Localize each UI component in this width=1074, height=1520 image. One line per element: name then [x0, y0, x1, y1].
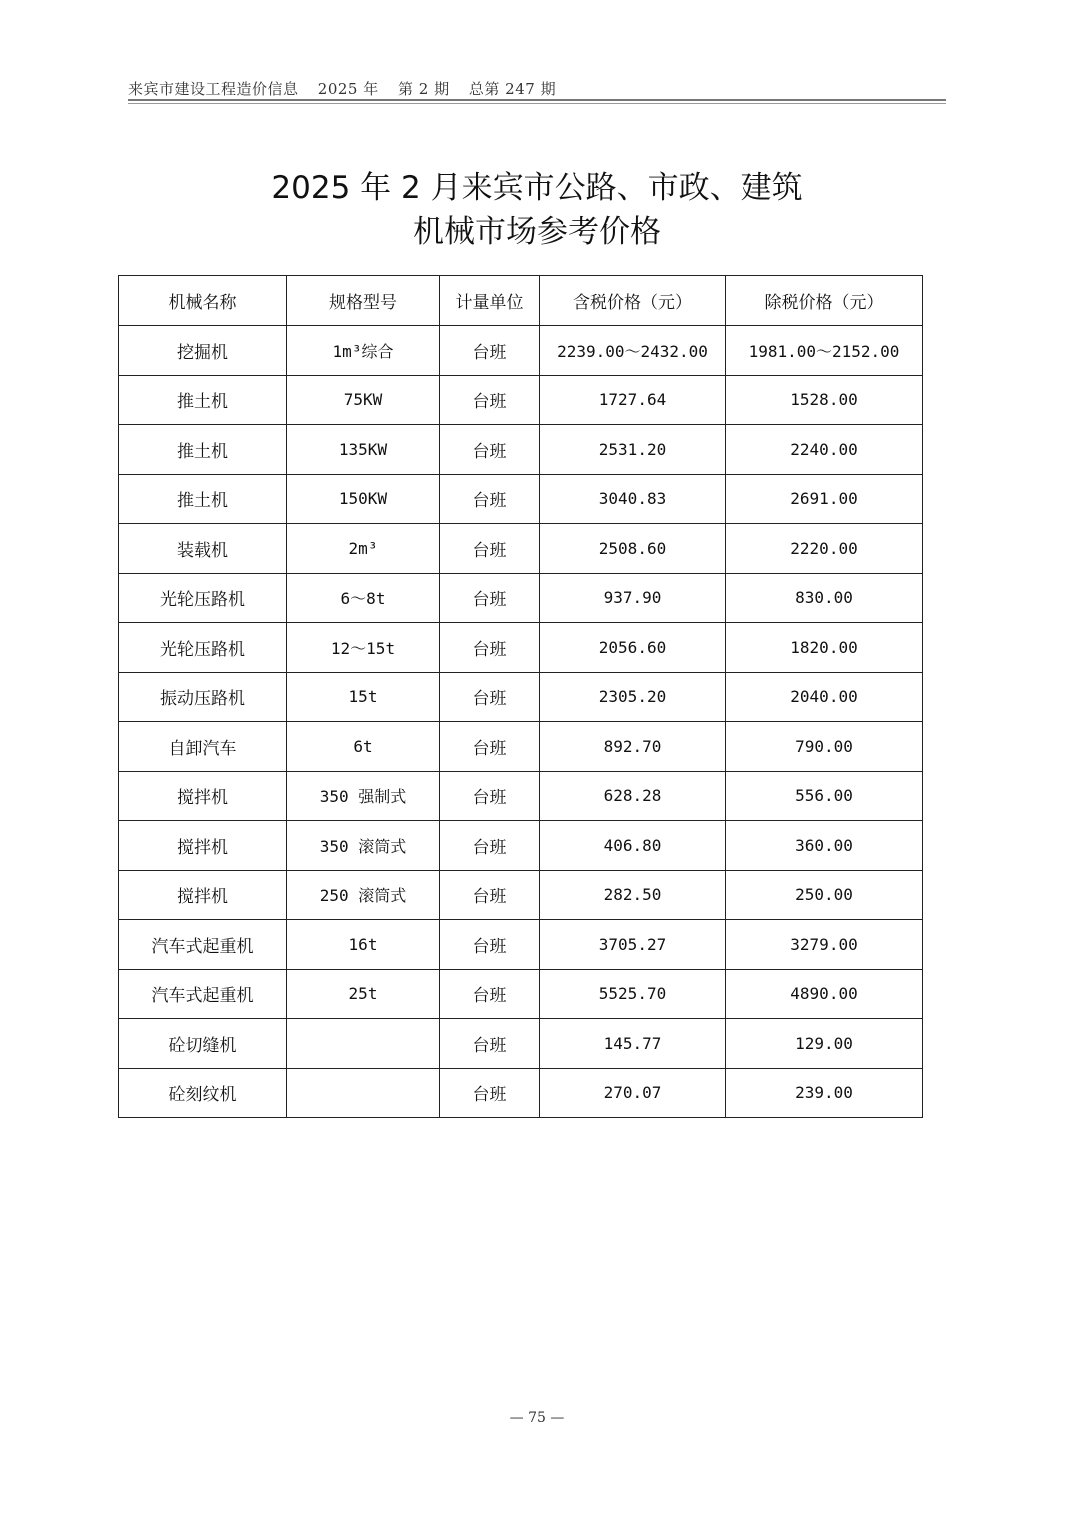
- column-header-spec: 规格型号: [287, 276, 440, 326]
- page-number: — 75 —: [509, 1410, 565, 1426]
- table-row: [119, 524, 923, 574]
- machine-name-cell: 振动压路机: [119, 672, 287, 722]
- unit-cell: 台班: [440, 870, 540, 920]
- unit-cell: 台班: [440, 771, 540, 821]
- price-with-tax-cell: 2305.20: [540, 672, 726, 722]
- machine-name-cell: 推土机: [119, 425, 287, 475]
- price-with-tax-cell: 1727.64: [540, 375, 726, 425]
- price-without-tax-cell: 360.00: [726, 821, 923, 871]
- unit-cell: 台班: [440, 425, 540, 475]
- machine-name-cell: 推土机: [119, 375, 287, 425]
- spec-cell: [287, 1019, 440, 1069]
- spec-cell: 135KW: [287, 425, 440, 475]
- unit-cell: 台班: [440, 524, 540, 574]
- unit-cell: 台班: [440, 573, 540, 623]
- table-row: [119, 969, 923, 1019]
- price-with-tax-cell: 937.90: [540, 573, 726, 623]
- table-row: [119, 375, 923, 425]
- table-row: [119, 326, 923, 376]
- price-with-tax-cell: 2239.00～2432.00: [540, 326, 726, 376]
- price-without-tax-cell: 1981.00～2152.00: [726, 326, 923, 376]
- price-with-tax-cell: 3040.83: [540, 474, 726, 524]
- machine-name-cell: 推土机: [119, 474, 287, 524]
- price-with-tax-cell: 3705.27: [540, 920, 726, 970]
- price-without-tax-cell: 2220.00: [726, 524, 923, 574]
- header-divider-thin: [128, 103, 946, 104]
- unit-cell: 台班: [440, 326, 540, 376]
- unit-cell: 台班: [440, 375, 540, 425]
- price-without-tax-cell: 830.00: [726, 573, 923, 623]
- page-title: [0, 166, 1074, 254]
- price-with-tax-cell: 282.50: [540, 870, 726, 920]
- column-header-price-with-tax: 含税价格（元）: [540, 276, 726, 326]
- table-row: [119, 1019, 923, 1069]
- table-row: [119, 623, 923, 673]
- price-without-tax-cell: 239.00: [726, 1068, 923, 1118]
- price-with-tax-cell: 270.07: [540, 1068, 726, 1118]
- machine-name-cell: 搅拌机: [119, 870, 287, 920]
- title-line-1: 2025 年 2 月来宾市公路、市政、建筑: [271, 170, 803, 206]
- unit-cell: 台班: [440, 821, 540, 871]
- header-divider: [128, 99, 946, 101]
- unit-cell: 台班: [440, 672, 540, 722]
- price-without-tax-cell: 3279.00: [726, 920, 923, 970]
- unit-cell: 台班: [440, 1019, 540, 1069]
- spec-cell: 25t: [287, 969, 440, 1019]
- price-without-tax-cell: 4890.00: [726, 969, 923, 1019]
- table-row: [119, 821, 923, 871]
- machine-name-cell: 砼刻纹机: [119, 1068, 287, 1118]
- price-without-tax-cell: 2691.00: [726, 474, 923, 524]
- spec-cell: 2m³: [287, 524, 440, 574]
- price-with-tax-cell: 2056.60: [540, 623, 726, 673]
- machine-name-cell: 挖掘机: [119, 326, 287, 376]
- column-header-unit: 计量单位: [440, 276, 540, 326]
- price-without-tax-cell: 790.00: [726, 722, 923, 772]
- column-header-price-without-tax: 除税价格（元）: [726, 276, 923, 326]
- table-row: [119, 573, 923, 623]
- price-with-tax-cell: 628.28: [540, 771, 726, 821]
- table-row: [119, 771, 923, 821]
- machine-name-cell: 光轮压路机: [119, 623, 287, 673]
- unit-cell: 台班: [440, 474, 540, 524]
- price-with-tax-cell: 5525.70: [540, 969, 726, 1019]
- unit-cell: 台班: [440, 969, 540, 1019]
- spec-cell: 6～8t: [287, 573, 440, 623]
- issue-number: 第 2 期: [398, 80, 450, 98]
- spec-cell: 1m³综合: [287, 326, 440, 376]
- spec-cell: 250 滚筒式: [287, 870, 440, 920]
- publication-year: 2025 年: [317, 80, 379, 98]
- price-without-tax-cell: 2040.00: [726, 672, 923, 722]
- price-without-tax-cell: 129.00: [726, 1019, 923, 1069]
- table-row: [119, 1068, 923, 1118]
- machine-name-cell: 装载机: [119, 524, 287, 574]
- price-with-tax-cell: 2531.20: [540, 425, 726, 475]
- machine-name-cell: 自卸汽车: [119, 722, 287, 772]
- spec-cell: 15t: [287, 672, 440, 722]
- spec-cell: 6t: [287, 722, 440, 772]
- spec-cell: 16t: [287, 920, 440, 970]
- spec-cell: 350 强制式: [287, 771, 440, 821]
- table-row: [119, 672, 923, 722]
- title-line-2: 机械市场参考价格: [413, 214, 661, 250]
- table-row: [119, 870, 923, 920]
- price-without-tax-cell: 250.00: [726, 870, 923, 920]
- unit-cell: 台班: [440, 722, 540, 772]
- spec-cell: 12～15t: [287, 623, 440, 673]
- price-with-tax-cell: 145.77: [540, 1019, 726, 1069]
- machine-name-cell: 砼切缝机: [119, 1019, 287, 1069]
- price-without-tax-cell: 556.00: [726, 771, 923, 821]
- table-body: [119, 326, 923, 1118]
- unit-cell: 台班: [440, 920, 540, 970]
- publication-name: 来宾市建设工程造价信息: [128, 80, 299, 98]
- unit-cell: 台班: [440, 1068, 540, 1118]
- total-issue-number: 总第 247 期: [468, 80, 557, 98]
- price-with-tax-cell: 2508.60: [540, 524, 726, 574]
- price-table: [118, 275, 923, 1118]
- price-without-tax-cell: 2240.00: [726, 425, 923, 475]
- table-row: [119, 425, 923, 475]
- spec-cell: 150KW: [287, 474, 440, 524]
- price-with-tax-cell: 892.70: [540, 722, 726, 772]
- machine-name-cell: 汽车式起重机: [119, 920, 287, 970]
- running-header: [128, 78, 570, 99]
- machine-name-cell: 光轮压路机: [119, 573, 287, 623]
- table-row: [119, 722, 923, 772]
- table-row: [119, 474, 923, 524]
- price-without-tax-cell: 1528.00: [726, 375, 923, 425]
- price-with-tax-cell: 406.80: [540, 821, 726, 871]
- machine-name-cell: 汽车式起重机: [119, 969, 287, 1019]
- column-header-name: 机械名称: [119, 276, 287, 326]
- spec-cell: 350 滚筒式: [287, 821, 440, 871]
- price-without-tax-cell: 1820.00: [726, 623, 923, 673]
- unit-cell: 台班: [440, 623, 540, 673]
- machine-name-cell: 搅拌机: [119, 771, 287, 821]
- machine-name-cell: 搅拌机: [119, 821, 287, 871]
- table-header-row: [119, 276, 923, 326]
- table-row: [119, 920, 923, 970]
- spec-cell: 75KW: [287, 375, 440, 425]
- spec-cell: [287, 1068, 440, 1118]
